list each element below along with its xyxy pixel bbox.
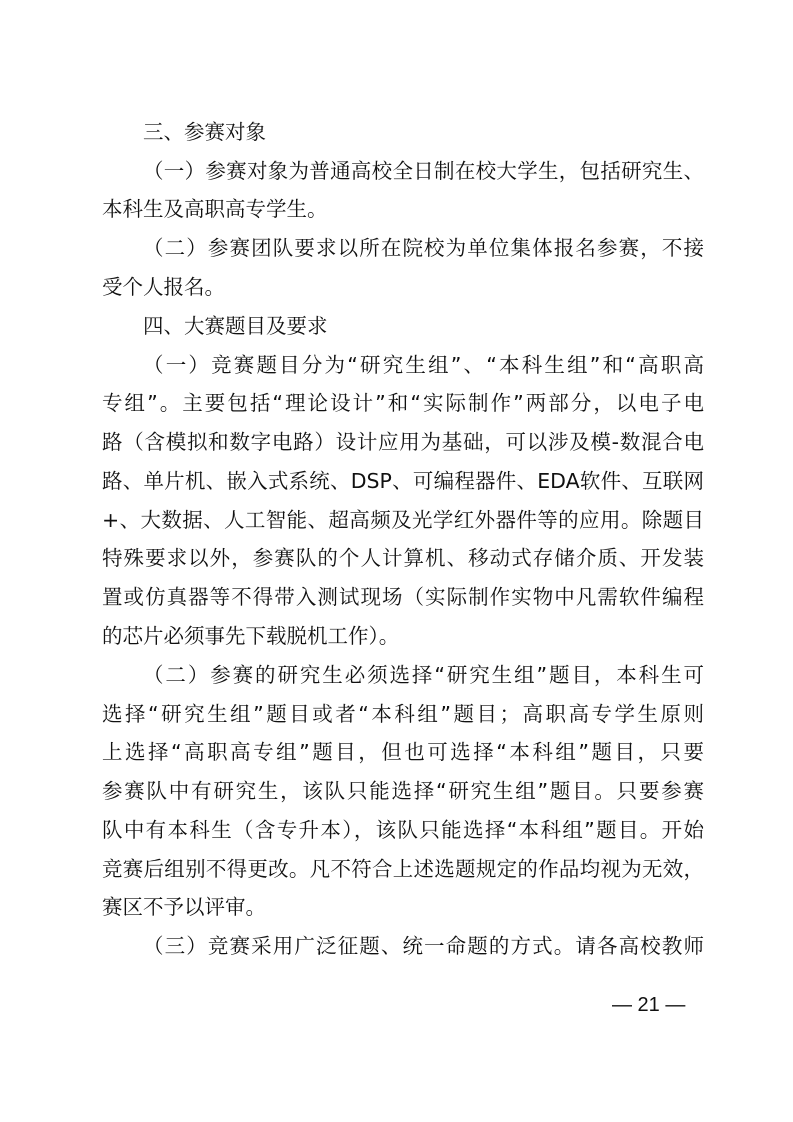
page-number: — 21 — <box>612 994 686 1016</box>
paragraph-line: 路、单片机、嵌入式系统、DSP、可编程器件、EDA软件、互联网 <box>102 469 704 493</box>
paragraph-line: （三）竞赛采用广泛征题、统一命题的方式。请各高校教师 <box>143 934 704 958</box>
paragraph-line: 赛区不予以评审。 <box>102 895 266 919</box>
section-heading-participants: 三、参赛对象 <box>143 120 266 144</box>
paragraph-line: 本科生及高职高专学生。 <box>102 197 328 221</box>
paragraph-line: 的芯片必须事先下载脱机工作）。 <box>102 624 400 648</box>
section-heading-topics: 四、大赛题目及要求 <box>143 314 328 338</box>
paragraph-line: （二）参赛团队要求以所在院校为单位集体报名参赛，不接 <box>143 236 704 260</box>
paragraph-line: 特殊要求以外，参赛队的个人计算机、移动式存储介质、开发装 <box>102 546 704 570</box>
paragraph-line: 路（含模拟和数字电路）设计应用为基础，可以涉及模-数混合电 <box>102 430 704 454</box>
paragraph-line: 专组”。主要包括“理论设计”和“实际制作”两部分，以电子电 <box>102 391 704 415</box>
paragraph-line: 置或仿真器等不得带入测试现场（实际制作实物中凡需软件编程 <box>102 585 704 609</box>
paragraph-line: 受个人报名。 <box>102 275 225 299</box>
paragraph-line: （一）参赛对象为普通高校全日制在校大学生，包括研究生、 <box>143 159 704 183</box>
paragraph-line: 参赛队中有研究生，该队只能选择“研究生组”题目。只要参赛 <box>102 779 704 803</box>
paragraph-line: 竞赛后组别不得更改。凡不符合上述选题规定的作品均视为无效， <box>102 857 704 881</box>
paragraph-line: （二）参赛的研究生必须选择“研究生组”题目，本科生可 <box>143 663 704 687</box>
paragraph-line: （一）竞赛题目分为“研究生组”、“本科生组”和“高职高 <box>143 353 704 377</box>
paragraph-line: 选择“研究生组”题目或者“本科组”题目；高职高专学生原则 <box>102 702 704 726</box>
paragraph-line: +、大数据、人工智能、超高频及光学红外器件等的应用。除题目 <box>102 508 704 532</box>
paragraph-line: 上选择“高职高专组”题目，但也可选择“本科组”题目，只要 <box>102 740 704 764</box>
paragraph-line: 队中有本科生（含专升本），该队只能选择“本科组”题目。开始 <box>102 818 704 842</box>
